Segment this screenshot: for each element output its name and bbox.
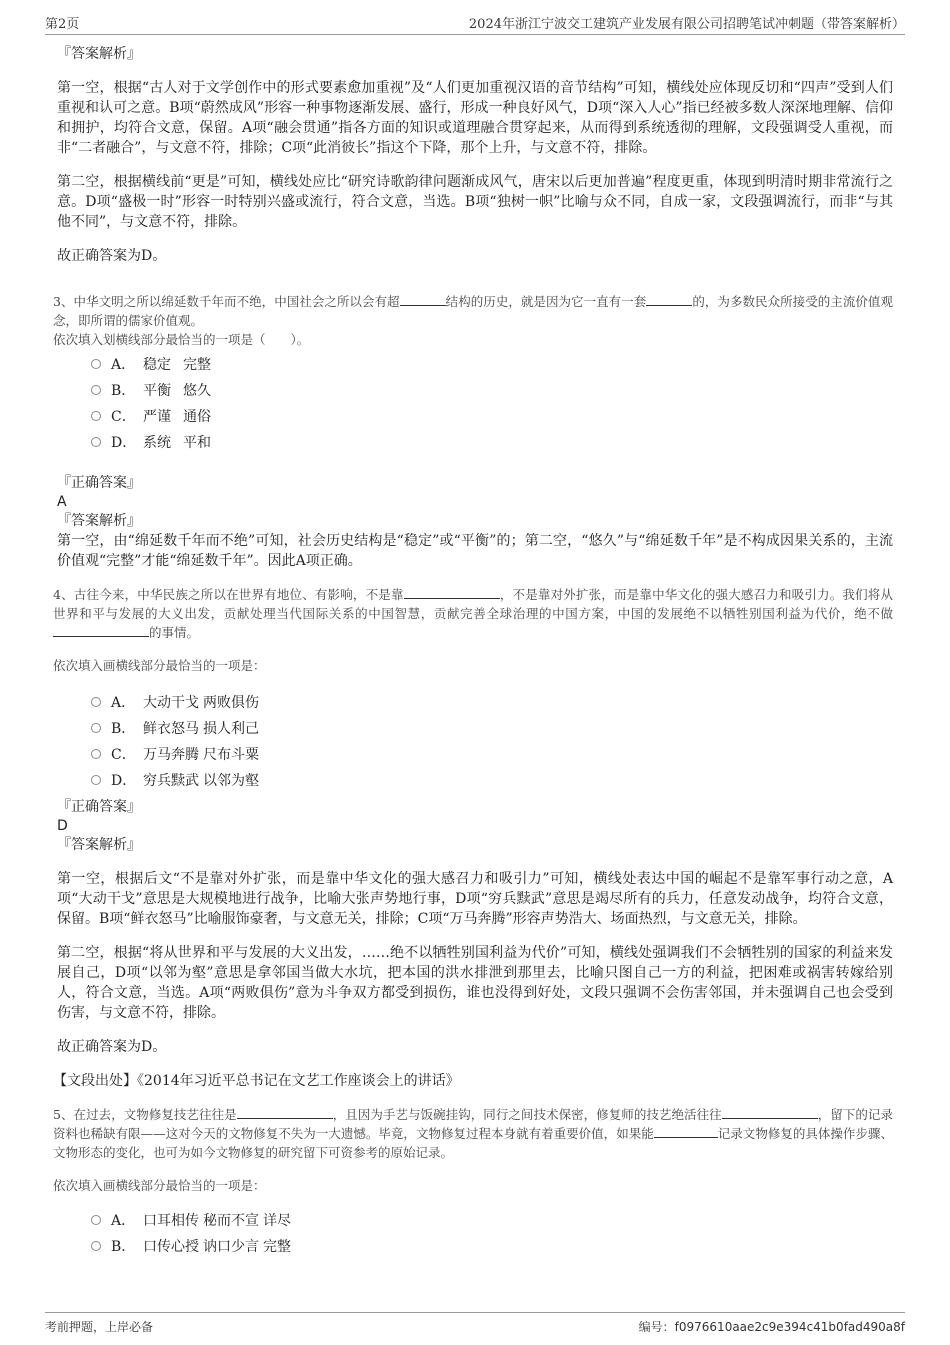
q3-analysis: 第一空，由“绵延数千年而不绝”可知，社会历史结构是“稳定”或“平衡”的；第二空，“悠久”与“绵延数千年”是不构成因果关系的，主流价值观“完整”才能“绵延数千年”。因此A项正确。: [57, 533, 893, 569]
q5-stem-part3: ，留下的记录资料也稀缺有限——这对今天的文物修复不失为一大遗憾。毕竟，文物修复过程本身就有着重要价值，如果能: [53, 1107, 893, 1141]
q4-options: [53, 689, 893, 793]
q2-conclusion: 故正确答案为D。: [57, 248, 167, 264]
q5-option-a[interactable]: A． 口耳相传 秘而不宣 详尽: [91, 1207, 893, 1233]
q3-stem-part1: 3、中华文明之所以绵延数千年而不绝，中国社会之所以会有超: [53, 294, 400, 309]
q2-analysis-label: 『答案解析』: [57, 46, 141, 62]
q4-stem-part2: ，不是靠对外扩张，而是靠中华文化的强大感召力和吸引力。我们将从世界和平与发展的大义出发，贡献处理当代国际关系的中国智慧，贡献完善全球治理的中国方案，中国的发展绝不以牺牲别国利益为代价，绝不做: [53, 587, 893, 621]
radio-icon[interactable]: [91, 359, 101, 369]
q4-option-a[interactable]: A． 大动干戈 两败俱伤: [91, 689, 893, 715]
q5-blank-2[interactable]: [722, 1106, 818, 1119]
q5-stem-part2: ，且因为手艺与饭碗挂钩，同行之间技术保密，修复师的技艺绝活往往: [332, 1107, 722, 1122]
q3-stem-part3: 的，为多数民众所接受的主流价值观念，即所谓的儒家价值观。: [53, 294, 893, 328]
q5-blank-3[interactable]: [654, 1125, 718, 1138]
question-3: [53, 292, 893, 571]
q5-stem: [53, 1105, 893, 1162]
q4-stem-part1: 4、古往今来，中华民族之所以在世界有地位、有影响，不是靠: [53, 587, 404, 602]
document-title: 2024年浙江宁波交工建筑产业发展有限公司招聘笔试冲刺题（带答案解析）: [468, 17, 905, 32]
radio-icon[interactable]: [91, 1241, 101, 1251]
q4-conclusion: 故正确答案为D。: [57, 1039, 167, 1055]
q5-blank-1[interactable]: [237, 1106, 333, 1119]
q4-source: 【文段出处】《2014年习近平总书记在文艺工作座谈会上的讲话》: [53, 1073, 460, 1089]
q4-stem: [53, 585, 893, 642]
q4-stem-part3: 的事情。: [149, 625, 200, 640]
question-5: [53, 1105, 893, 1259]
q3-instruction: 依次填入划横线部分最恰当的一项是（ ）。: [53, 332, 310, 347]
radio-icon[interactable]: [91, 411, 101, 421]
q4-option-b[interactable]: B． 鲜衣怒马 损人利己: [91, 715, 893, 741]
q3-stem: [53, 292, 893, 330]
radio-icon[interactable]: [91, 775, 101, 785]
footer-slogan: 考前押题，上岸必备: [45, 1320, 154, 1334]
radio-icon[interactable]: [91, 385, 101, 395]
q3-analysis-label: 『答案解析』: [57, 513, 141, 529]
q5-stem-part4: 记录文物修复的具体操作步骤、文物形态的变化，也可为如今文物修复的研究留下可资参考的原始记录。: [53, 1126, 893, 1160]
footer-id: 编号：f0976610aae2c9e394c41b0fad490a8f: [638, 1320, 905, 1334]
radio-icon[interactable]: [91, 697, 101, 707]
q3-blank-1[interactable]: [400, 293, 446, 306]
q3-option-c[interactable]: C． 严谨 通俗: [91, 403, 893, 429]
page-number: 第2页: [45, 17, 80, 32]
q3-option-d[interactable]: D． 系统 平和: [91, 429, 893, 455]
radio-icon[interactable]: [91, 749, 101, 759]
q5-options: [53, 1207, 893, 1259]
q3-blank-2[interactable]: [646, 293, 692, 306]
q5-instruction: 依次填入画横线部分最恰当的一项是：: [53, 1178, 266, 1193]
q3-option-b[interactable]: B． 平衡 悠久: [91, 377, 893, 403]
q3-options: [53, 351, 893, 455]
q2-analysis-para2: 第二空，根据横线前“更是”可知，横线处应比“研究诗歌韵律问题渐成风气，唐宋以后更加普遍”程度更重，体现到明清时期非常流行之意。D项“盛极一时”形容一时特别兴盛或流行，符合文意，当选。B项“独树一帜”比喻与众不同，自成一家，文段强调流行，而非“与其他不同”，与文意不符，排除。: [57, 174, 893, 230]
radio-icon[interactable]: [91, 723, 101, 733]
question-4: [53, 585, 893, 1091]
q3-answer-label: 『正确答案』: [57, 475, 141, 491]
document-id: f0976610aae2c9e394c41b0fad490a8f: [674, 1320, 905, 1334]
q3-answer: A: [57, 494, 67, 510]
q4-option-d[interactable]: D． 穷兵黩武 以邻为壑: [91, 767, 893, 793]
q5-stem-part1: 5、在过去，文物修复技艺往往是: [53, 1107, 237, 1122]
q4-blank-2[interactable]: [53, 624, 149, 637]
q4-analysis-para2: 第二空，根据“将从世界和平与发展的大义出发，……绝不以牺牲别国利益为代价”可知，横线处强调我们不会牺牲别的国家的利益来发展自己，D项“以邻为壑”意思是拿邻国当做大水坑，把本国的洪水排泄到那里去，比喻只图自己一方的利益，把困难或祸害转嫁给别人，符合文意，当选。A项“两败俱伤”意为斗争双方都受到损伤，谁也没得到好处，文段只强调不会伤害邻国，并未强调自己也会受到伤害，与文意不符，排除。: [57, 945, 893, 1021]
q4-answer-label: 『正确答案』: [57, 799, 141, 815]
radio-icon[interactable]: [91, 1215, 101, 1225]
q2-analysis-para1: 第一空，根据“古人对于文学创作中的形式要素愈加重视”及“人们更加重视汉语的音节结构”可知，横线处应体现反切和“四声”受到人们重视和认可之意。B项“蔚然成风”形容一种事物逐渐发展、盛行，形成一种良好风气，D项“深入人心”指已经被多数人深深地理解、信仰和拥护，均符合文意，保留。A项“融会贯通”指各方面的知识或道理融合贯穿起来，从而得到系统透彻的理解，文段强调受人重视，而非“二者融合”，与文意不符，排除；C项“此消彼长”指这个下降，那个上升，与文意不符，排除。: [57, 80, 893, 156]
page-content: [53, 44, 893, 1259]
q4-blank-1[interactable]: [404, 586, 500, 599]
page-footer: [45, 1312, 905, 1335]
q3-stem-part2: 结构的历史，就是因为它一直有一套: [445, 294, 647, 309]
q4-analysis-para1: 第一空，根据后文“不是靠对外扩张，而是靠中华文化的强大感召力和吸引力”可知，横线处表达中国的崛起不是靠军事行动之意，A项“大动干戈”意思是大规模地进行战争，比喻大张声势地行事，D项“穷兵黩武”意思是竭尽所有的兵力，任意发动战争，均符合文意，保留。B项“鲜衣怒马”比喻服饰豪奢，与文意无关，排除；C项“万马奔腾”形容声势浩大、场面热烈，与文意无关，排除。: [57, 871, 893, 927]
radio-icon[interactable]: [91, 437, 101, 447]
q4-option-c[interactable]: C． 万马奔腾 尺布斗粟: [91, 741, 893, 767]
q3-option-a[interactable]: A． 稳定 完整: [91, 351, 893, 377]
q4-analysis-label: 『答案解析』: [57, 837, 141, 853]
page-header: [45, 10, 905, 35]
q4-answer: D: [57, 818, 68, 834]
q5-option-b[interactable]: B． 口传心授 讷口少言 完整: [91, 1233, 893, 1259]
q4-instruction: 依次填入画横线部分最恰当的一项是：: [53, 658, 266, 673]
